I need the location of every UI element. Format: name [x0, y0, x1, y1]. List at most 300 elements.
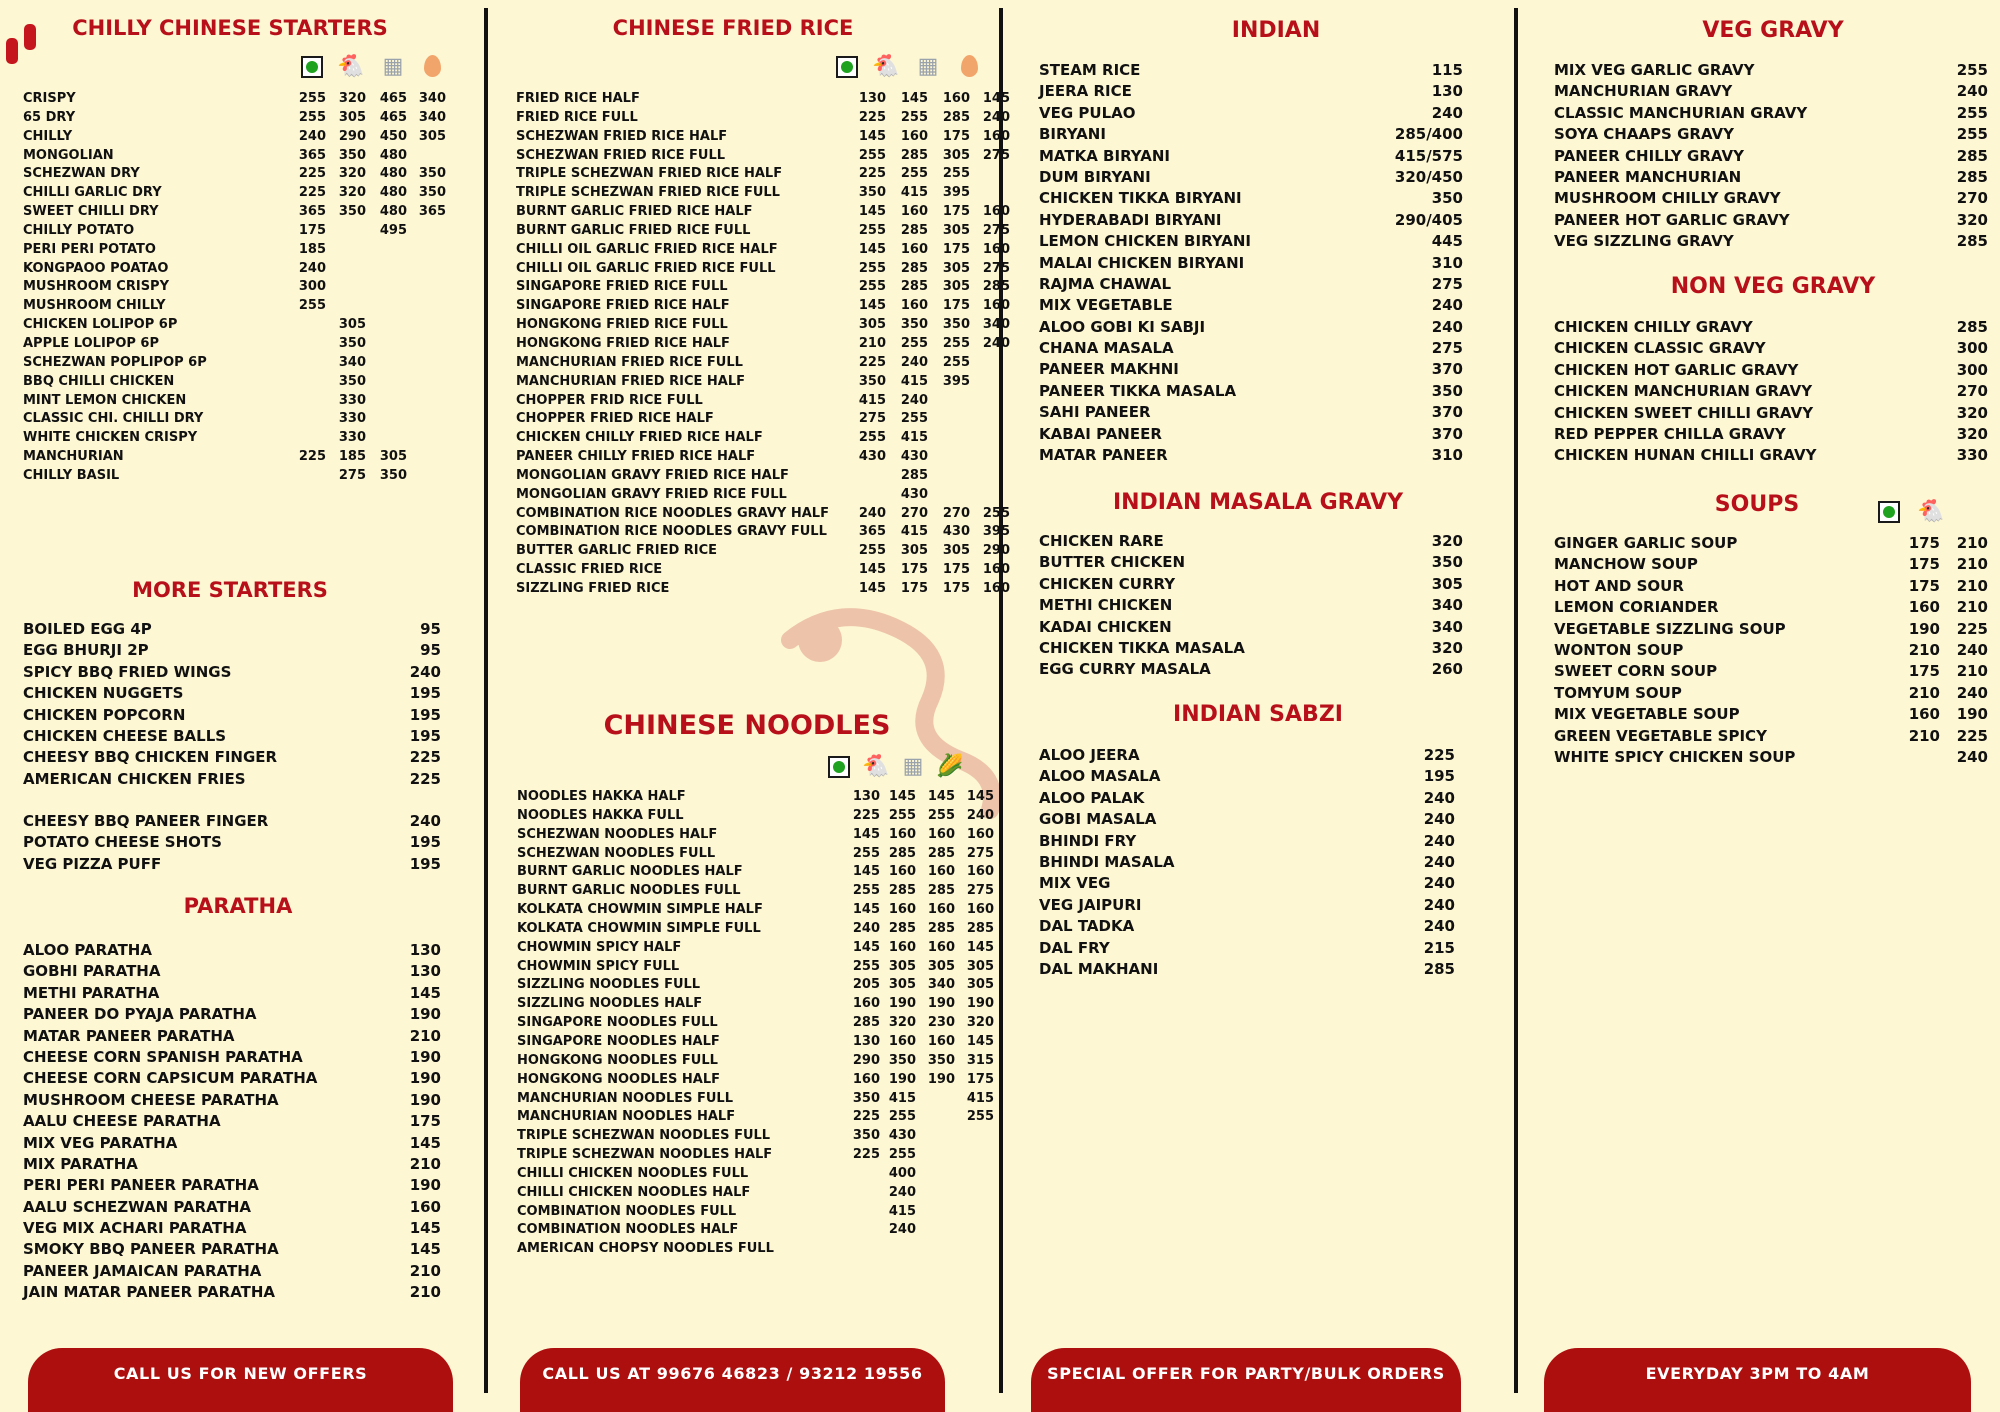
menu-item-name: TRIPLE SCHEZWAN NOODLES FULL: [517, 1128, 771, 1144]
menu-item-price: 145: [927, 789, 955, 804]
menu-item-price: 145: [852, 902, 880, 918]
menu-item-price: 305: [942, 222, 970, 238]
menu-item-price: 240: [888, 1222, 916, 1238]
menu-item-name: BURNT GARLIC NOODLES FULL: [517, 883, 741, 899]
menu-item: [1039, 873, 1463, 894]
menu-item: [1554, 210, 1988, 231]
menu-item: [23, 705, 441, 726]
menu-item-price: 305: [338, 317, 366, 333]
menu-item: [517, 863, 994, 882]
menu-item-price: 340: [1431, 596, 1463, 615]
menu-item-price: 300: [298, 279, 326, 295]
menu-item: [1554, 338, 1988, 359]
menu-item: [1554, 231, 1988, 252]
menu-item: [1554, 124, 1988, 145]
menu-item-price: 350: [1431, 381, 1463, 400]
menu-item: [1554, 360, 1988, 381]
menu-item: [516, 222, 1010, 241]
menu-item-price: 350: [338, 204, 366, 220]
menu-item-name: SOYA CHAAPS GRAVY: [1554, 125, 1734, 144]
menu-item-price: 160: [888, 1033, 916, 1049]
section-title: INDIAN SABZI: [1173, 702, 1343, 727]
menu-item: [517, 1014, 994, 1033]
menu-item: [23, 854, 441, 875]
menu-item-name: MANCHURIAN FRIED RICE HALF: [516, 373, 745, 389]
menu-item-price: 160: [982, 298, 1010, 314]
menu-item: [516, 410, 986, 429]
menu-item-price: 350: [1431, 553, 1463, 572]
menu-item: [23, 335, 453, 354]
menu-item-price: 190: [888, 996, 916, 1012]
menu-item-name: SWEET CORN SOUP: [1554, 662, 1718, 681]
menu-item-price: 260: [1431, 660, 1463, 679]
menu-item-price: 340: [418, 91, 446, 106]
column-3: [1002, 0, 1515, 1400]
menu-item: [516, 542, 1010, 561]
menu-item-name: MANCHURIAN FRIED RICE FULL: [516, 354, 743, 370]
menu-item-name: CHILLY BASIL: [23, 467, 120, 483]
menu-item-price: 255: [900, 411, 928, 427]
menu-item-price: 225: [858, 166, 886, 182]
veg-icon: [824, 752, 854, 782]
menu-item-name: PERI PERI PANEER PARATHA: [23, 1176, 259, 1195]
menu-item: [1554, 403, 1988, 424]
offer-banner[interactable]: CALL US FOR NEW OFFERS: [28, 1348, 453, 1412]
menu-item-price: 190: [409, 1005, 441, 1024]
menu-item-name: CHEESY BBQ CHICKEN FINGER: [23, 748, 278, 767]
menu-item: [1554, 424, 1988, 445]
menu-item-price: 240: [1423, 874, 1455, 893]
menu-item-price: 190: [927, 996, 955, 1012]
menu-item-price: 190: [409, 1176, 441, 1195]
menu-item: [517, 1146, 987, 1165]
menu-item-price: 305: [942, 260, 970, 276]
menu-item-price: 430: [888, 1128, 916, 1144]
menu-item-name: CHILLI GARLIC DRY: [23, 185, 162, 201]
menu-item-price: 350: [927, 1052, 955, 1068]
menu-item-name: BURNT GARLIC FRIED RICE HALF: [516, 204, 753, 220]
menu-item: [1039, 831, 1463, 852]
menu-item-price: 160: [900, 298, 928, 314]
menu-item: [23, 184, 453, 203]
menu-item-price: 195: [1423, 767, 1455, 786]
menu-item-price: 210: [1956, 662, 1988, 681]
soups-list: [1554, 533, 1988, 768]
menu-item-price: 465: [379, 109, 407, 125]
menu-item-name: SCHEZWAN FRIED RICE FULL: [516, 147, 726, 163]
menu-item-name: CHOWMIN SPICY FULL: [517, 958, 680, 974]
chicken-icon: 🐔: [1917, 499, 1945, 524]
menu-item-name: GOBHI PARATHA: [23, 962, 161, 981]
menu-item-name: BHINDI FRY: [1039, 831, 1137, 850]
menu-item-name: GINGER GARLIC SOUP: [1554, 534, 1738, 552]
menu-item-name: MANCHURIAN GRAVY: [1554, 82, 1733, 101]
menu-item-price: 240: [1423, 917, 1455, 936]
menu-item-name: POTATO CHEESE SHOTS: [23, 833, 222, 852]
menu-item-price: 210: [1908, 683, 1940, 702]
menu-item-name: CHICKEN LOLIPOP 6P: [23, 317, 178, 333]
menu-item-price: 160: [852, 996, 880, 1012]
menu-item-name: CHICKEN TIKKA MASALA: [1039, 638, 1245, 657]
menu-item-price: 160: [966, 902, 994, 918]
menu-item: [1554, 640, 1988, 661]
menu-item: [516, 165, 986, 184]
menu-item-price: 145: [858, 580, 886, 596]
menu-item-price: 175: [942, 128, 970, 144]
chinese-fried-rice-list: [516, 90, 1010, 599]
menu-item-price: 415: [888, 1090, 916, 1106]
menu-item: [1039, 445, 1463, 466]
menu-item-name: COMBINATION RICE NOODLES GRAVY FULL: [516, 524, 827, 540]
menu-item: [516, 184, 986, 203]
menu-item-price: 255: [888, 807, 916, 823]
section-title: CHINESE FRIED RICE: [612, 16, 854, 40]
menu-item-name: BBQ CHILLI CHICKEN: [23, 373, 175, 389]
menu-item-name: CLASSIC FRIED RICE: [516, 562, 663, 578]
menu-item-name: RAJMA CHAWAL: [1039, 274, 1172, 293]
menu-item-price: 320: [1956, 403, 1988, 422]
menu-item-price: 285: [888, 845, 916, 861]
menu-item-price: 230: [927, 1015, 955, 1031]
menu-item-price: 400: [888, 1165, 916, 1181]
menu-item-price: 350: [379, 467, 407, 483]
menu-item-price: 365: [418, 204, 446, 220]
menu-item-name: VEG MIX ACHARI PARATHA: [23, 1219, 247, 1238]
menu-item-price: 415: [900, 430, 928, 446]
menu-item-name: HONGKONG NOODLES FULL: [517, 1052, 718, 1068]
menu-item-price: 350: [418, 166, 446, 182]
menu-item: [517, 807, 994, 826]
menu-item-price: 255: [982, 505, 1010, 521]
menu-item-price: 145: [858, 562, 886, 578]
menu-item: [1554, 597, 1988, 618]
menu-item-price: 255: [858, 222, 886, 238]
menu-item-price: 130: [852, 1033, 880, 1049]
more-starters-list: [23, 619, 441, 790]
menu-item-price: 210: [409, 1026, 441, 1045]
menu-item-price: 350: [900, 317, 928, 333]
menu-item-name: PANEER JAMAICAN PARATHA: [23, 1261, 262, 1280]
menu-item-name: MIX VEG: [1039, 874, 1111, 893]
menu-item: [1039, 188, 1463, 209]
menu-item-price: 240: [409, 812, 441, 830]
menu-item-price: 285: [900, 467, 928, 483]
menu-item-price: 145: [852, 939, 880, 955]
menu-item-price: 240: [900, 392, 928, 408]
menu-item-name: FRIED RICE HALF: [516, 91, 640, 106]
menu-item-price: 430: [942, 524, 970, 540]
menu-item: [517, 788, 994, 807]
menu-item-price: 225: [858, 354, 886, 370]
menu-item: [23, 726, 441, 747]
menu-item-price: 255: [888, 1147, 916, 1163]
menu-item-price: 255: [858, 260, 886, 276]
menu-item-price: 225: [298, 166, 326, 182]
menu-item-price: 240: [1431, 296, 1463, 315]
menu-item-name: PANEER MAKHNI: [1039, 360, 1179, 379]
menu-item-price: 240: [409, 662, 441, 681]
menu-item-price: 160: [888, 939, 916, 955]
menu-item-name: TRIPLE SCHEZWAN FRIED RICE FULL: [516, 185, 780, 201]
menu-item-price: 415: [900, 524, 928, 540]
menu-item-price: 305: [888, 958, 916, 974]
menu-item: [516, 128, 1010, 147]
menu-item: [517, 1203, 987, 1222]
menu-item-price: 285: [927, 845, 955, 861]
menu-item-price: 175: [942, 298, 970, 314]
menu-item-price: 175: [1908, 555, 1940, 574]
menu-item-price: 210: [858, 335, 886, 351]
menu-item-price: 240: [982, 335, 1010, 351]
menu-item-price: 340: [1431, 617, 1463, 636]
menu-item-price: 275: [858, 411, 886, 427]
menu-item-name: SCHEZWAN NOODLES FULL: [517, 845, 716, 861]
menu-item-price: 395: [982, 524, 1010, 540]
menu-item: [517, 958, 994, 977]
menu-item-price: 270: [900, 505, 928, 521]
menu-item-name: CHILLI CHICKEN NOODLES HALF: [517, 1184, 751, 1200]
menu-item-price: 160: [942, 91, 970, 106]
veg-icon: [1874, 497, 1904, 527]
menu-item: [1039, 638, 1463, 659]
menu-item-price: 350: [888, 1052, 916, 1068]
menu-item-price: 130: [409, 941, 441, 959]
menu-item-name: CHOPPER FRID RICE FULL: [516, 392, 703, 408]
menu-item-name: MIX PARATHA: [23, 1154, 138, 1173]
menu-item-price: 255: [900, 166, 928, 182]
menu-item-price: 185: [338, 449, 366, 465]
section-title: INDIAN: [1231, 18, 1321, 43]
menu-item: [516, 429, 986, 448]
section-title: MORE STARTERS: [132, 578, 328, 602]
menu-item-price: 160: [982, 580, 1010, 596]
menu-item: [516, 297, 1010, 316]
egg-icon: [417, 52, 447, 82]
menu-item-name: HONGKONG NOODLES HALF: [517, 1071, 721, 1087]
menu-item: [23, 1282, 441, 1303]
contact-banner[interactable]: CALL US AT 99676 46823 / 93212 19556: [520, 1348, 945, 1412]
menu-item: [1554, 317, 1988, 338]
menu-item-name: BIRYANI: [1039, 125, 1106, 144]
menu-item-name: MUSHROOM CHILLY GRAVY: [1554, 189, 1781, 208]
menu-item-price: 285: [900, 147, 928, 163]
menu-item-price: 480: [379, 204, 407, 220]
menu-item-price: 340: [927, 977, 955, 993]
menu-item-price: 290: [852, 1052, 880, 1068]
menu-item-name: MIX VEG PARATHA: [23, 1133, 178, 1152]
menu-item-name: CLASSIC MANCHURIAN GRAVY: [1554, 103, 1808, 122]
menu-item: [516, 90, 1010, 109]
menu-item: [1039, 424, 1463, 445]
menu-item: [23, 662, 441, 683]
menu-item-name: COMBINATION RICE NOODLES GRAVY HALF: [516, 505, 829, 521]
menu-item: [23, 448, 453, 467]
menu-item-price: 415: [858, 392, 886, 408]
menu-item-name: CHICKEN SWEET CHILLI GRAVY: [1554, 403, 1814, 422]
menu-item: [1039, 146, 1463, 167]
menu-item-price: 225: [852, 1109, 880, 1125]
menu-item: [23, 983, 441, 1004]
menu-item-name: CRISPY: [23, 91, 76, 106]
menu-item: [23, 747, 441, 768]
menu-item: [23, 1261, 441, 1282]
menu-item: [516, 354, 986, 373]
menu-item-name: SPICY BBQ FRIED WINGS: [23, 662, 232, 681]
menu-item: [1039, 274, 1463, 295]
menu-item-price: 255: [298, 109, 326, 125]
menu-item: [1039, 253, 1463, 274]
menu-item-name: PANEER MANCHURIAN: [1554, 167, 1742, 186]
menu-item: [23, 260, 453, 279]
menu-item: [1039, 231, 1463, 252]
menu-item: [1039, 359, 1463, 380]
menu-item-price: 225: [409, 769, 441, 788]
menu-item-price: 130: [1431, 82, 1463, 101]
menu-item-price: 285: [888, 883, 916, 899]
menu-item-price: 255: [900, 109, 928, 125]
menu-item-name: MALAI CHICKEN BIRYANI: [1039, 253, 1245, 272]
menu-item-name: MUSHROOM CRISPY: [23, 279, 170, 295]
menu-item-price: 300: [1956, 360, 1988, 379]
menu-item-price: 305: [379, 449, 407, 465]
menu-item-price: 415/575: [1394, 146, 1463, 165]
menu-item-price: 160: [888, 864, 916, 880]
menu-item-price: 285: [1956, 232, 1988, 251]
menu-item-price: 365: [298, 147, 326, 163]
menu-item-name: ALOO JEERA: [1039, 746, 1140, 764]
menu-item-name: COMBINATION NOODLES FULL: [517, 1203, 737, 1219]
menu-item-price: 320: [966, 1015, 994, 1031]
section-title: INDIAN MASALA GRAVY: [1112, 490, 1404, 515]
menu-item-name: CHICKEN RARE: [1039, 532, 1164, 550]
menu-item-price: 145: [888, 789, 916, 804]
menu-item-price: 190: [409, 1069, 441, 1088]
menu-item: [1039, 531, 1463, 552]
column-1: [0, 0, 485, 1400]
menu-item-price: 340: [338, 354, 366, 370]
menu-item-price: 395: [942, 185, 970, 201]
menu-item: [1039, 959, 1463, 980]
menu-item-price: 480: [379, 147, 407, 163]
menu-item: [1554, 60, 1988, 81]
menu-item: [517, 826, 994, 845]
menu-item: [23, 619, 441, 640]
menu-item: [23, 811, 441, 832]
menu-item-price: 240: [852, 920, 880, 936]
menu-item-name: BOILED EGG 4P: [23, 620, 152, 638]
menu-item-name: KABAI PANEER: [1039, 424, 1162, 443]
menu-item-name: SIZZLING NOODLES FULL: [517, 977, 701, 993]
menu-item-price: 285: [927, 920, 955, 936]
menu-item-price: 330: [338, 430, 366, 446]
menu-item-price: 210: [1908, 640, 1940, 659]
menu-item-price: 145: [858, 298, 886, 314]
menu-item-price: 315: [966, 1052, 994, 1068]
menu-item-price: 210: [1956, 576, 1988, 595]
menu-item: [1554, 683, 1988, 704]
menu-item-price: 285: [852, 1015, 880, 1031]
menu-item-price: 160: [982, 204, 1010, 220]
menu-item-name: AALU CHEESE PARATHA: [23, 1112, 221, 1131]
menu-item-price: 255: [927, 807, 955, 823]
menu-item: [1554, 726, 1988, 747]
menu-item: [516, 147, 1010, 166]
menu-item: [517, 1071, 994, 1090]
menu-item-name: SINGAPORE FRIED RICE FULL: [516, 279, 728, 295]
menu-item-name: TOMYUM SOUP: [1554, 683, 1682, 702]
party-offer-banner[interactable]: SPECIAL OFFER FOR PARTY/BULK ORDERS: [1031, 1348, 1461, 1412]
menu-item: [1554, 661, 1988, 682]
menu-item-price: 185: [298, 241, 326, 257]
menu-item-name: MATAR PANEER: [1039, 446, 1168, 465]
menu-item-price: 285: [888, 920, 916, 936]
menu-item-price: 365: [298, 204, 326, 220]
menu-item: [1039, 617, 1463, 638]
menu-item-name: MONGOLIAN GRAVY FRIED RICE HALF: [516, 467, 789, 483]
menu-item-price: 145: [966, 789, 994, 804]
menu-item: [516, 373, 986, 392]
menu-item-price: 320: [338, 91, 366, 106]
menu-item-price: 305: [927, 958, 955, 974]
menu-item-price: 305: [942, 543, 970, 559]
menu-item-price: 205: [852, 977, 880, 993]
indian-sabzi-list: [1039, 745, 1463, 980]
menu-item-price: 145: [966, 1033, 994, 1049]
menu-item-price: 350: [1431, 189, 1463, 208]
menu-item-price: 210: [1956, 534, 1988, 552]
menu-item-name: MANCHURIAN: [23, 449, 124, 465]
menu-item-price: 430: [858, 449, 886, 465]
menu-item: [517, 1165, 987, 1184]
menu-item-price: 210: [409, 1261, 441, 1280]
menu-item: [23, 769, 441, 790]
menu-item-price: 160: [982, 562, 1010, 578]
menu-item: [517, 1127, 987, 1146]
menu-item: [23, 128, 453, 147]
menu-item-name: VEG JAIPURI: [1039, 895, 1142, 914]
menu-item: [1554, 747, 1988, 768]
menu-item-name: MUSHROOM CHILLY: [23, 298, 166, 314]
menu-item-name: SCHEZWAN FRIED RICE HALF: [516, 128, 728, 144]
menu-item-price: 285: [900, 260, 928, 276]
menu-item-name: JAIN MATAR PANEER PARATHA: [23, 1283, 276, 1302]
menu-item-price: 305: [888, 977, 916, 993]
menu-item-price: 350: [852, 1128, 880, 1144]
menu-item: [1554, 576, 1988, 597]
menu-item: [23, 373, 453, 392]
menu-item-price: 275: [966, 883, 994, 899]
menu-item-name: ALOO PARATHA: [23, 941, 152, 959]
menu-item-price: 160: [852, 1071, 880, 1087]
menu-item-price: 255: [858, 279, 886, 295]
menu-item-price: 320: [1431, 638, 1463, 657]
veg-icon: [832, 52, 862, 82]
menu-item: [23, 241, 453, 260]
menu-item-name: CHICKEN HOT GARLIC GRAVY: [1554, 360, 1799, 379]
menu-item: [23, 278, 453, 297]
menu-item-name: NOODLES HAKKA HALF: [517, 789, 686, 804]
menu-item: [517, 901, 994, 920]
egg-icon: [954, 52, 984, 82]
menu-item-price: 310: [1431, 253, 1463, 272]
menu-item-price: 175: [1908, 534, 1940, 552]
menu-item-price: 350: [858, 185, 886, 201]
menu-item-price: 305: [942, 279, 970, 295]
menu-item-price: 305: [338, 109, 366, 125]
menu-item-price: 495: [379, 222, 407, 238]
menu-item: [1554, 381, 1988, 402]
menu-item-name: HONGKONG FRIED RICE FULL: [516, 317, 728, 333]
